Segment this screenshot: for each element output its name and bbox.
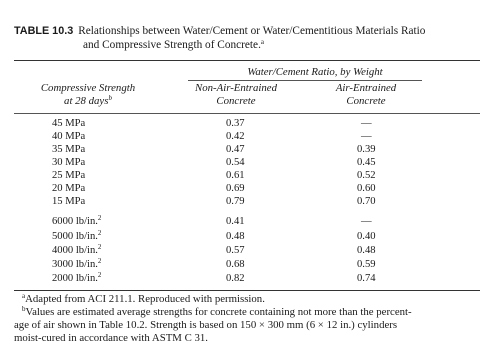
col-header-air-line-2: Concrete bbox=[346, 95, 386, 107]
table-cell-non-air: 0.82 bbox=[226, 273, 245, 284]
group-header: Water/Cement Ratio, by Weight bbox=[247, 66, 383, 78]
table-cell-air: — bbox=[361, 118, 372, 129]
col-header-air bbox=[306, 82, 426, 108]
table-caption bbox=[14, 24, 480, 52]
col-header-strength bbox=[18, 82, 158, 108]
table-cell-non-air: 0.69 bbox=[226, 183, 245, 194]
table-row-strength: 25 MPa bbox=[52, 170, 86, 181]
table-row-strength: 15 MPa bbox=[52, 196, 86, 207]
table-row-strength: 5000 lb/in.$^2$ bbox=[52, 229, 102, 242]
caption-line-1 bbox=[14, 24, 480, 38]
strength-footnote-mark: b bbox=[108, 94, 112, 102]
table-row-strength: 35 MPa bbox=[52, 144, 86, 155]
top-rule bbox=[14, 60, 480, 61]
table-row-strength: 45 MPa bbox=[52, 118, 86, 129]
title-footnote-mark: a bbox=[260, 38, 264, 46]
table-row-strength: 20 MPa bbox=[52, 183, 86, 194]
table-title-line-2: and Compressive Strength of Concrete. bbox=[83, 39, 261, 51]
footnote-b: $^b$Values are estimated average strengths for concrete containing not more than the percent- bbox=[22, 305, 412, 318]
table-row-strength: 40 MPa bbox=[52, 131, 86, 142]
table-row-strength: 4000 lb/in.$^2$ bbox=[52, 243, 102, 256]
table-cell-non-air: 0.37 bbox=[226, 118, 245, 129]
table-row-strength: 2000 lb/in.$^2$ bbox=[52, 271, 102, 284]
footnote-b-line-2: age of air shown in Table 10.2. Strength is based on 150 × 300 mm (6 × 12 in.) cylinders bbox=[14, 319, 398, 331]
table-cell-air: 0.60 bbox=[357, 183, 376, 194]
footnote-a: $^a$Adapted from ACI 211.1. Reproduced with permission. bbox=[22, 292, 265, 305]
table-row-strength: 30 MPa bbox=[52, 157, 86, 168]
table-cell-air: 0.52 bbox=[357, 170, 376, 181]
col-header-non-air-line-1: Non-Air-Entrained bbox=[195, 82, 277, 94]
table-cell-non-air: 0.41 bbox=[226, 216, 245, 227]
col-header-strength-line-2: at 28 days$^b$ bbox=[64, 94, 112, 107]
table-cell-air: 0.39 bbox=[357, 144, 376, 155]
footnote-b-line-3: moist-cured in accordance with ASTM C 31. bbox=[14, 332, 209, 344]
table-cell-air: 0.48 bbox=[357, 245, 376, 256]
footnotes bbox=[14, 293, 480, 345]
table-cell-non-air: 0.42 bbox=[226, 131, 245, 142]
col-header-strength-line-1: Compressive Strength bbox=[40, 82, 136, 94]
table-cell-air: — bbox=[361, 131, 372, 142]
table-cell-non-air: 0.57 bbox=[226, 245, 245, 256]
table-cell-air: 0.40 bbox=[357, 231, 376, 242]
table-label: TABLE 10.3 bbox=[14, 25, 74, 37]
col-header-air-line-1: Air-Entrained bbox=[335, 82, 397, 94]
table-cell-air: 0.70 bbox=[357, 196, 376, 207]
table-cell-non-air: 0.68 bbox=[226, 259, 245, 270]
group-header-rule bbox=[188, 80, 422, 81]
table-cell-non-air: 0.79 bbox=[226, 196, 245, 207]
caption-line-2 bbox=[14, 38, 480, 52]
table-cell-air: 0.74 bbox=[357, 273, 376, 284]
col-header-non-air bbox=[176, 82, 296, 108]
table-cell-non-air: 0.47 bbox=[226, 144, 245, 155]
table-title-line-1: Relationships between Water/Cement or Water/Cementitious Materials Ratio bbox=[78, 25, 426, 37]
table-cell-air: — bbox=[361, 216, 372, 227]
table-cell-air: 0.59 bbox=[357, 259, 376, 270]
table-cell-non-air: 0.48 bbox=[226, 231, 245, 242]
table-row-strength: 3000 lb/in.$^2$ bbox=[52, 257, 102, 270]
table-cell-air: 0.45 bbox=[357, 157, 376, 168]
col-header-non-air-line-2: Concrete bbox=[216, 95, 256, 107]
bottom-rule bbox=[14, 290, 480, 291]
table-cell-non-air: 0.61 bbox=[226, 170, 245, 181]
header-rule bbox=[14, 113, 480, 114]
table-row-strength: 6000 lb/in.$^2$ bbox=[52, 214, 102, 227]
table-cell-non-air: 0.54 bbox=[226, 157, 245, 168]
